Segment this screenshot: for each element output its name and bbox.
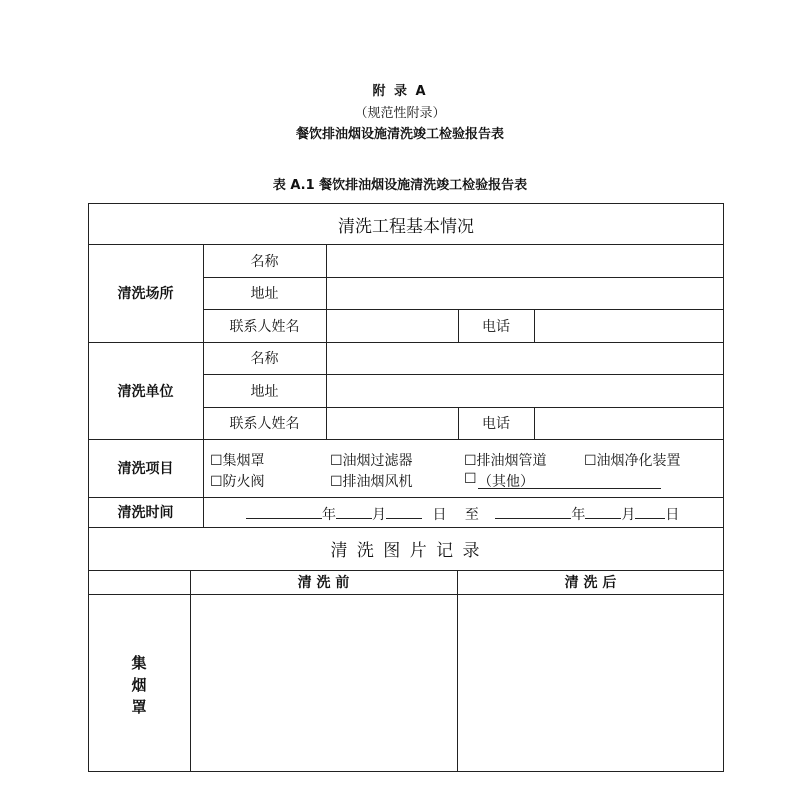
after-photo-area[interactable] (458, 595, 723, 771)
unit-address-label: 地址 (250, 383, 279, 400)
before-header: 清 洗 前 (297, 575, 350, 591)
items-label: 清洗项目 (117, 461, 174, 477)
before-photo-area[interactable] (191, 595, 456, 771)
other-text: （其他） (478, 474, 534, 490)
appendix-subtitle: （规范性附录） (354, 106, 446, 121)
table-caption: 表 A.1 餐饮排油烟设施清洗竣工检验报告表 (272, 178, 528, 193)
site-phone-field[interactable] (535, 310, 723, 341)
checkbox-oil-filter[interactable]: ☐油烟过滤器 (330, 453, 413, 469)
site-contact-field[interactable] (327, 310, 457, 341)
end-month-field[interactable] (585, 504, 621, 519)
year-unit: 年 (322, 507, 336, 523)
site-name-field[interactable] (327, 245, 723, 276)
start-year-field[interactable] (246, 504, 322, 519)
other-input[interactable] (478, 471, 661, 489)
year-unit: 年 (571, 507, 586, 523)
section-photos-title: 清 洗 图 片 记 录 (330, 541, 482, 561)
checkbox-other[interactable]: ☐ (464, 471, 477, 487)
hood-row-label: 集 烟 罩 (131, 654, 147, 716)
month-unit: 月 (621, 507, 636, 523)
unit-contact-label: 联系人姓名 (229, 416, 300, 432)
checkbox-fire-damper[interactable]: ☐防火阀 (210, 474, 265, 490)
checkbox-exhaust-fan[interactable]: ☐排油烟风机 (330, 474, 413, 490)
unit-address-field[interactable] (327, 375, 723, 406)
site-address-field[interactable] (327, 278, 723, 308)
start-month-field[interactable] (336, 504, 372, 519)
unit-phone-field[interactable] (535, 408, 723, 438)
checkbox-purifier[interactable]: ☐油烟净化装置 (584, 453, 681, 469)
unit-label: 清洗单位 (117, 383, 174, 400)
site-label: 清洗场所 (117, 286, 174, 302)
end-day-field[interactable] (635, 504, 665, 519)
appendix-title: 附 录 A (372, 84, 428, 99)
start-day-field[interactable] (386, 504, 422, 519)
unit-contact-field[interactable] (327, 408, 457, 438)
after-header: 清 洗 后 (564, 575, 617, 591)
unit-name-label: 名称 (250, 351, 279, 367)
day-unit: 日 (432, 507, 447, 523)
to-text: 至 (464, 507, 479, 523)
unit-phone-label: 电话 (482, 416, 510, 432)
unit-name-field[interactable] (327, 343, 723, 373)
checkbox-hood[interactable]: ☐集烟罩 (210, 453, 265, 469)
time-label: 清洗时间 (117, 505, 174, 521)
checkbox-exhaust-duct[interactable]: ☐排油烟管道 (464, 453, 547, 469)
month-unit: 月 (372, 507, 386, 523)
day-unit: 日 (665, 507, 680, 523)
section-basic-title: 清洗工程基本情况 (338, 216, 474, 237)
time-range (246, 504, 679, 524)
site-phone-label: 电话 (482, 318, 510, 335)
site-name-label: 名称 (250, 253, 279, 270)
site-contact-label: 联系人姓名 (229, 318, 300, 335)
appendix-heading: 餐饮排油烟设施清洗竣工检验报告表 (295, 127, 504, 142)
site-address-label: 地址 (250, 286, 279, 302)
end-year-field[interactable] (495, 504, 571, 519)
